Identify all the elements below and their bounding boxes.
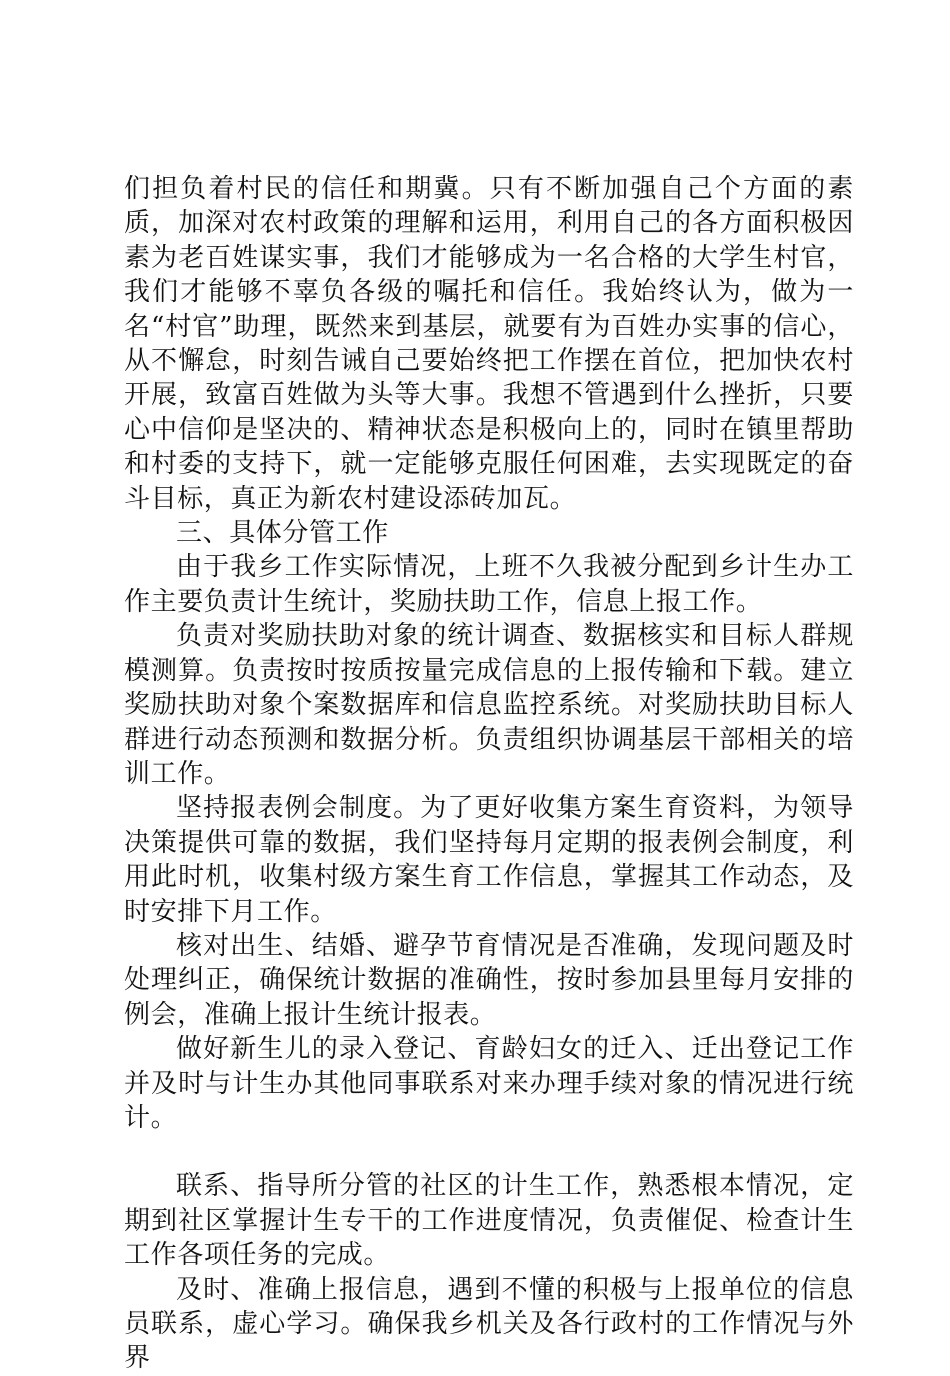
section-heading: 三、具体分管工作: [176, 518, 389, 549]
paragraph: 坚持报表例会制度。为了更好收集方案生育资料，为领导决策提供可靠的数据，我们坚持每月定期的报表例会制度，利用此时机，收集村级方案生育工作信息，掌握其工作动态，及时安排下月工作。: [124, 793, 854, 927]
paragraph: 联系、指导所分管的社区的计生工作，熟悉根本情况，定期到社区掌握计生专干的工作进度情况，负责催促、检查计生工作各项任务的完成。: [124, 1171, 854, 1271]
paragraph: 负责对奖励扶助对象的统计调查、数据核实和目标人群规模测算。负责按时按质按量完成信息的上报传输和下载。建立奖励扶助对象个案数据库和信息监控系统。对奖励扶助目标人群进行动态预测和数据分析。负责组织协调基层干部相关的培训工作。: [124, 621, 854, 789]
blank-line: [124, 1135, 854, 1169]
paragraph: 做好新生儿的录入登记、育龄妇女的迁入、迁出登记工作并及时与计生办其他同事联系对来办理手续对象的情况进行统计。: [124, 1034, 854, 1133]
paragraph: 由于我乡工作实际情况，上班不久我被分配到乡计生办工作主要负责计生统计，奖励扶助工作，信息上报工作。: [124, 552, 854, 617]
paragraph: 核对出生、结婚、避孕节育情况是否准确，发现问题及时处理纠正，确保统计数据的准确性，按时参加县里每月安排的例会，准确上报计生统计报表。: [124, 930, 854, 1030]
paragraph: 及时、准确上报信息，遇到不懂的积极与上报单位的信息员联系，虚心学习。确保我乡机关及各行政村的工作情况与外界: [124, 1274, 854, 1374]
document-body: [124, 172, 854, 1376]
paragraph-continued: 们担负着村民的信任和期冀。只有不断加强自己个方面的素质，加深对农村政策的理解和运用，利用自己的各方面积极因素为老百姓谋实事，我们才能够成为一名合格的大学生村官，我们才能够不辜负各级的嘱托和信任。我始终认为，做为一名“村官”助理，既然来到基层，就要有为百姓办实事的信心，从不懈怠，时刻告诫自己要始终把工作摆在首位，把加快农村开展，致富百姓做为头等大事。我想不管遇到什么挫折，只要心中信仰是坚决的、精神状态是积极向上的，同时在镇里帮助和村委的支持下，就一定能够克服任何困难，去实现既定的奋斗目标，真正为新农村建设添砖加瓦。: [124, 174, 854, 514]
